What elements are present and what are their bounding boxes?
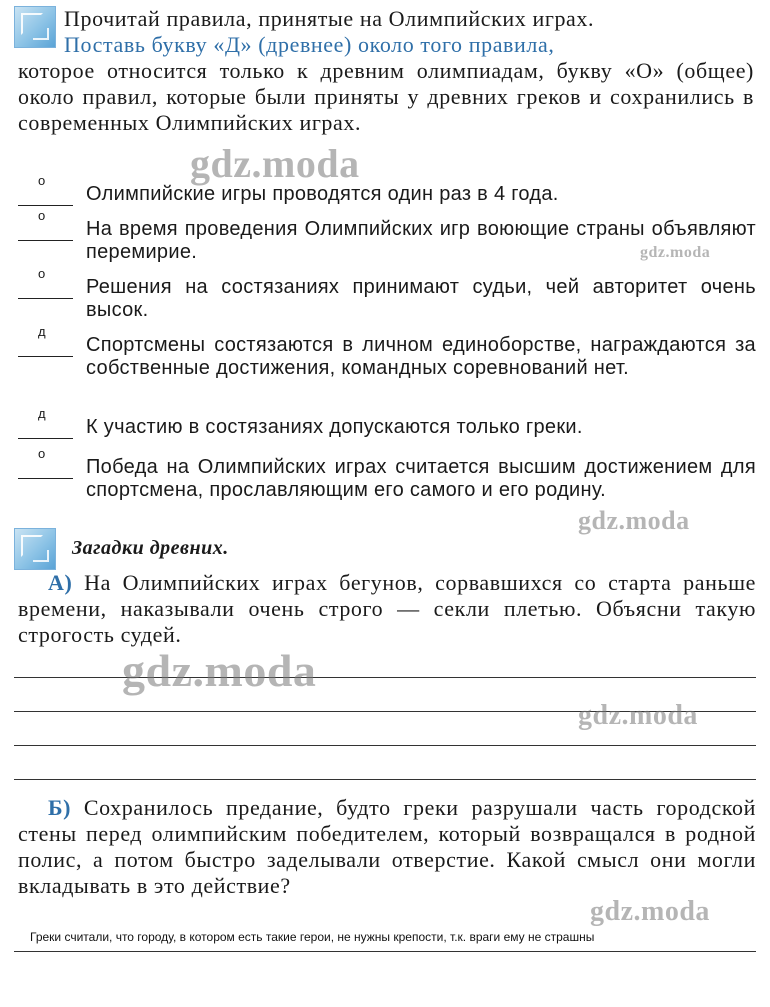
answer-blank[interactable]: о [18,276,73,299]
rule-item-2: о На время проведения Олимпийских игр воюющие страны объявляют перемирие. [18,218,756,264]
answer-blank[interactable]: д [18,334,73,357]
rule-item-4: д Спортсмены состязаются в личном единоборстве, награждаются за собственные достижения, командных соревнований нет. [18,334,756,380]
rule-item-5: д К участию в состязаниях допускаются только греки. [18,416,756,439]
rule-item-6: о Победа на Олимпийских играх считается высшим достижением для спортсмена, прославляющим его самого и его родину. [18,456,756,502]
answer-blank[interactable]: д [18,416,73,439]
task-icon [14,528,56,570]
answer-blank[interactable]: о [18,456,73,479]
watermark: gdz.moda [590,896,710,927]
answer-line[interactable] [14,951,756,952]
rule-item-1: о Олимпийские игры проводятся один раз в 4 года. [18,183,756,206]
watermark: gdz.moda [578,506,690,535]
watermark: gdz.moda [190,141,360,186]
question-a-text: На Олимпийских играх бегунов, сорвавшихся со старта раньше времени, наказывали очень строго — секли плетью. Объясни такую строгость судей. [18,570,757,647]
rule-item-3: о Решения на состязаниях принимают судьи, чей авторитет очень высок. [18,276,756,322]
task1-intro-rest: которое относится только к древним олимпиадам, букву «О» (общее) около правил, которые были приняты у древних греков и сохранились в современных Олимпийских играх. [18,58,754,135]
task-icon [14,6,56,48]
answer-line[interactable] [14,779,756,780]
task1-intro-top [64,6,754,58]
task1-intro-line2: Поставь букву «Д» (древнее) около того правила, [64,32,555,57]
watermark: gdz.moda [640,244,711,261]
task1-intro-line1: Прочитай правила, принятые на Олимпийских играх. [64,6,595,31]
watermark: gdz.moda [122,645,317,696]
task2-heading: Загадки древних. [72,537,229,559]
question-a-label: А) [48,570,73,595]
answer-blank[interactable]: о [18,218,73,241]
handwritten-answer: Греки считали, что городу, в котором есть такие герои, не нужны крепости, т.к. враги ему не страшны [30,930,595,944]
question-a [18,570,756,648]
question-b-label: Б) [48,795,72,820]
answer-blank[interactable]: о [18,183,73,206]
answer-line[interactable] [14,745,756,746]
question-b [18,795,756,899]
question-b-text: Сохранилось предание, будто греки разрушали часть городской стены перед олимпийским победителем, который возвращался в родной полис, а потом быстро заделывали отверстие. Какой смысл они могли вкладывать в это действие? [18,795,756,898]
watermark: gdz.moda [578,700,698,731]
